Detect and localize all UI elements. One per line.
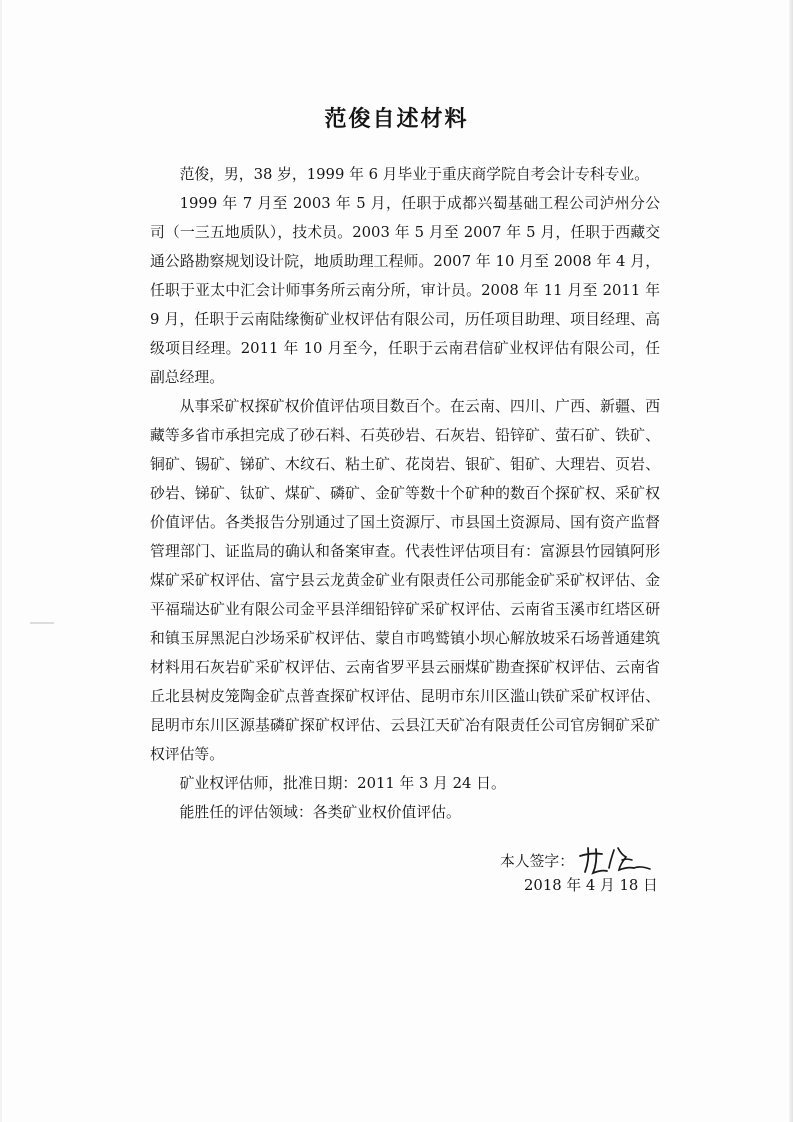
scan-edge-right: [789, 0, 793, 1122]
scan-smudge: [30, 622, 54, 624]
paragraph-competence: 能胜任的评估领域：各类矿业权价值评估。: [179, 804, 461, 821]
paragraph-work-history: 1999 年 7 月至 2003 年 5 月，任职于成都兴蜀基础工程公司泸州分公司（一三五地质队），技术员。2003 年 5 月至 2007 年 5 月，任职于西藏交通公路勘察规划设计院，地质助理工程师。2007 年 10 月至 2008 年 4 月，任职于亚太中汇会计师事务所云南分所，审计员。2008 年 11 月至 2011 年 9 月，任职于云南陆缘衡矿业权评估有限公司，历任项目助理、项目经理、高级项目经理。2011 年 10 月至今，任职于云南君信矿业权评估有限公司，任副总经理。: [150, 195, 660, 386]
paragraph-evaluation-experience: 从事采矿权探矿权价值评估项目数百个。在云南、四川、广西、新疆、西藏等多省市承担完成了砂石料、石英砂岩、石灰岩、铅锌矿、萤石矿、铁矿、铜矿、锡矿、锑矿、木纹石、粘土矿、花岗岩、银矿、钼矿、大理岩、页岩、砂岩、锑矿、钛矿、煤矿、磷矿、金矿等数十个矿种的数百个探矿权、采矿权价值评估。各类报告分别通过了国土资源厅、市县国土资源局、国有资产监督管理部门、证监局的确认和备案审查。代表性评估项目有：富源县竹园镇阿形煤矿采矿权评估、富宁县云龙黄金矿业有限责任公司那能金矿采矿权评估、金平福瑞达矿业有限公司金平县洋细铅锌矿采矿权评估、云南省玉溪市红塔区研和镇玉屏黑泥白沙场采矿权评估、蒙自市鸣鹫镇小坝心解放坡采石场普通建筑材料用石灰岩矿采矿权评估、云南省罗平县云丽煤矿勘查探矿权评估、云南省丘北县树皮笼陶金矿点普查探矿权评估、昆明市东川区滥山铁矿采矿权评估、昆明市东川区源基磷矿探矿权评估、云县江天矿冶有限责任公司官房铜矿采矿权评估等。: [150, 398, 660, 763]
paragraph-qualification: 矿业权评估师，批准日期：2011 年 3 月 24 日。: [179, 775, 506, 792]
signature-date: 2018 年 4 月 18 日: [524, 877, 658, 894]
scan-edge-left: [0, 0, 2, 1122]
document-body: [150, 160, 660, 827]
document-title: 范俊自述材料: [324, 107, 469, 132]
signature-label: 本人签字：: [500, 852, 574, 870]
paragraph-basic-info: 范俊，男，38 岁，1999 年 6 月毕业于重庆商学院自考会计专科专业。: [179, 166, 650, 183]
